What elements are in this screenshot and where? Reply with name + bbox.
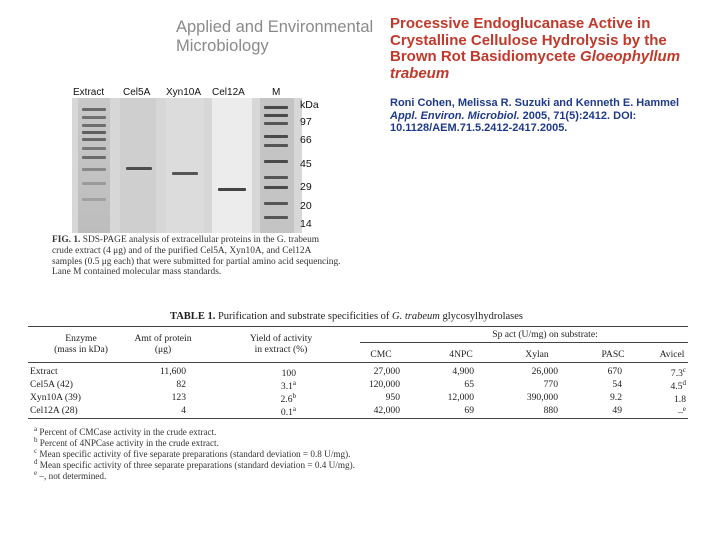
footnote-mark: b xyxy=(34,436,38,444)
sds-page-gel-image xyxy=(72,98,302,233)
footnote-text: Percent of 4NPCase activity in the crude extract. xyxy=(37,438,219,449)
header-yield-line1: Yield of activity xyxy=(249,333,313,344)
kda-mark-45: 45 xyxy=(300,158,312,170)
cell-avicel xyxy=(650,405,686,418)
table-caption-species: G. trabeum xyxy=(392,311,440,322)
cell-yield-value: 100 xyxy=(281,368,296,380)
header-yield-line2: in extract (%) xyxy=(254,344,308,355)
cell-avicel-footnote: e xyxy=(682,405,686,413)
gel-lane-extract xyxy=(78,98,110,233)
header-cmc: CMC xyxy=(370,349,392,360)
header-protein xyxy=(128,333,198,355)
cell-pasc: 9.2 xyxy=(610,392,622,403)
cell-yield-footnote: b xyxy=(292,392,296,400)
table-bottom-rule xyxy=(28,418,688,419)
table-caption-text2: glycosylhydrolases xyxy=(439,311,523,322)
lane-label-extract: Extract xyxy=(73,87,105,98)
lane-label-marker: M xyxy=(272,87,281,98)
footnote-text: Percent of CMCase activity in the crude extract. xyxy=(37,427,217,438)
figure-caption-label: FIG. 1. xyxy=(52,235,81,245)
gel-lane-cel5a xyxy=(120,98,156,233)
kda-mark-29: 29 xyxy=(300,181,312,193)
cell-avicel xyxy=(650,392,686,405)
cell-yield-value: 2.6 xyxy=(280,394,293,406)
header-pasc: PASC xyxy=(601,349,625,360)
cell-cmc: 950 xyxy=(385,392,400,403)
lane-label-xyn10a: Xyn10A xyxy=(166,87,202,98)
cell-avicel-value: – xyxy=(678,407,683,419)
header-avicel: Avicel xyxy=(659,349,685,360)
article-title xyxy=(390,16,715,82)
article-title-species: Gloeophyllum trabeum xyxy=(390,48,681,82)
cell-avicel-value: 7.3 xyxy=(670,368,683,380)
cell-avicel-value: 1.8 xyxy=(674,394,686,406)
header-xylan: Xylan xyxy=(525,349,549,360)
cell-avicel-footnote: d xyxy=(682,379,686,387)
cell-enzyme: Xyn10A (39) xyxy=(30,392,81,403)
article-authors: Roni Cohen, Melissa R. Suzuki and Kenneth E. Hammel xyxy=(390,97,680,109)
cell-yield xyxy=(256,405,296,418)
header-yield xyxy=(236,333,326,355)
cell-avicel-footnote: c xyxy=(682,366,686,374)
table-caption-text1: Purification and substrate specificities of xyxy=(215,311,393,322)
cell-yield xyxy=(256,366,296,379)
cell-enzyme: Cel5A (42) xyxy=(30,379,73,390)
table-caption-label: TABLE 1. xyxy=(170,311,216,322)
header-enzyme-line2: (mass in kDa) xyxy=(54,344,108,355)
header-spact: Sp act (U/mg) on substrate: xyxy=(492,329,598,340)
header-protein-line1: Amt of protein xyxy=(134,333,192,344)
journal-name-line2: Microbiology xyxy=(176,37,269,55)
cell-protein: 11,600 xyxy=(159,366,186,377)
article-citation xyxy=(390,97,715,135)
lane-label-cel12a: Cel12A xyxy=(212,87,245,98)
kda-mark-97: 97 xyxy=(300,116,312,128)
kda-mark-20: 20 xyxy=(300,200,312,212)
lane-label-cel5a: Cel5A xyxy=(123,87,151,98)
cell-yield-value: 3.1 xyxy=(280,381,293,393)
footnote-text: Mean specific activity of three separate preparations (standard deviation = 0.4 U/mg). xyxy=(37,460,355,471)
cell-pasc: 670 xyxy=(607,366,622,377)
cell-avicel xyxy=(650,379,686,392)
table-caption xyxy=(170,311,523,322)
journal-name xyxy=(176,18,373,56)
header-4npc: 4NPC xyxy=(449,349,473,360)
cell-protein: 82 xyxy=(176,379,186,390)
cell-4npc: 12,000 xyxy=(447,392,474,403)
journal-name-line1: Applied and Environmental xyxy=(176,18,374,36)
cell-yield-footnote: a xyxy=(292,379,296,387)
article-reference xyxy=(390,110,715,135)
kda-unit-label: kDa xyxy=(300,99,319,111)
table-spact-rule xyxy=(360,342,688,343)
cell-yield-value: 0.1 xyxy=(280,407,293,419)
cell-protein: 123 xyxy=(171,392,186,403)
gel-lane-xyn10a xyxy=(166,98,204,233)
cell-enzyme: Extract xyxy=(30,366,58,377)
header-protein-line2: (μg) xyxy=(154,344,172,355)
cell-xylan: 390,000 xyxy=(526,392,558,403)
cell-4npc: 65 xyxy=(464,379,474,390)
gel-lane-cel12a xyxy=(212,98,252,233)
cell-xylan: 770 xyxy=(543,379,558,390)
cell-avicel-value: 4.5 xyxy=(670,381,683,393)
cell-protein: 4 xyxy=(181,405,186,416)
cell-pasc: 49 xyxy=(612,405,622,416)
gel-lane-marker xyxy=(260,98,294,233)
cell-4npc: 69 xyxy=(464,405,474,416)
cell-xylan: 26,000 xyxy=(531,366,558,377)
footnote-mark: d xyxy=(34,458,38,466)
table-header-rule xyxy=(28,362,688,363)
cell-yield xyxy=(256,379,296,392)
cell-enzyme: Cel12A (28) xyxy=(30,405,78,416)
table-top-rule xyxy=(28,326,688,327)
header-enzyme xyxy=(46,333,116,355)
cell-cmc: 42,000 xyxy=(373,405,400,416)
cell-avicel xyxy=(650,366,686,379)
footnote-text: –, not determined. xyxy=(37,471,107,482)
table-footnote xyxy=(34,469,106,481)
footnote-text: Mean specific activity of five separate preparations (standard deviation = 0.8 U/mg). xyxy=(37,449,351,460)
header-enzyme-line1: Enzyme xyxy=(65,333,97,344)
citation-details: 2005, 71(5):2412. DOI: 10.1128/AEM.71.5.2412-2417.2005. xyxy=(390,109,637,134)
footnote-mark: e xyxy=(34,469,38,477)
figure-caption-text: SDS-PAGE analysis of extracellular proteins in the G. trabeum crude extract (4 μg) and of the purified Cel5A, Xyn10A, and Cel12A samples (0.5 μg each) that were submitted for partial amino acid sequencing. Lane M contained molecular mass standards. xyxy=(52,235,341,278)
article-title-text: Processive Endoglucanase Active in Crystalline Cellulose Hydrolysis by the Brown Rot Basidiomycete xyxy=(390,15,667,65)
cell-cmc: 27,000 xyxy=(373,366,400,377)
kda-mark-14: 14 xyxy=(300,218,312,230)
cell-pasc: 54 xyxy=(612,379,622,390)
cell-yield xyxy=(256,392,296,405)
cell-cmc: 120,000 xyxy=(368,379,400,390)
footnote-mark: c xyxy=(34,447,38,455)
cell-xylan: 880 xyxy=(543,405,558,416)
footnote-mark: a xyxy=(34,425,38,433)
figure-caption xyxy=(52,235,342,278)
cell-4npc: 4,900 xyxy=(452,366,474,377)
citation-journal: Appl. Environ. Microbiol. xyxy=(390,109,520,122)
cell-yield-footnote: a xyxy=(292,405,296,413)
kda-mark-66: 66 xyxy=(300,134,312,146)
